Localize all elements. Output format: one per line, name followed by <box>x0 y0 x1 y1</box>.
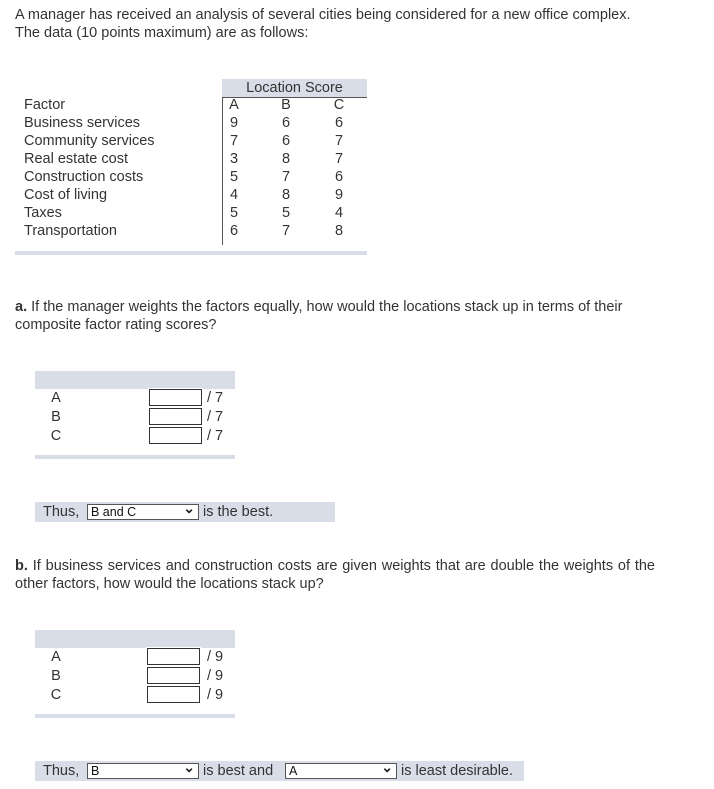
factor-column-header: Factor <box>24 97 66 113</box>
middle-text: is best and <box>203 763 274 779</box>
score-a: 4 <box>229 187 239 203</box>
factor-label: Real estate cost <box>24 151 128 167</box>
score-c: 7 <box>334 133 344 149</box>
score-input-b[interactable] <box>149 408 202 425</box>
score-b: 6 <box>281 115 291 131</box>
factor-label: Construction costs <box>24 169 144 185</box>
score-row-a <box>35 648 235 667</box>
score-c: 8 <box>334 223 344 239</box>
question-a <box>15 298 655 334</box>
best-location-value: B <box>91 764 100 778</box>
conclusion-suffix: is least desirable. <box>401 763 514 779</box>
table-row <box>15 151 367 169</box>
factor-label: Cost of living <box>24 187 108 203</box>
score-input-c[interactable] <box>147 686 200 703</box>
scores-header-bar <box>35 630 235 648</box>
part-a-scores <box>35 371 235 459</box>
score-a: 5 <box>229 169 239 185</box>
table-bottom-bar <box>15 251 367 255</box>
location-letter: A <box>51 649 61 665</box>
score-max: / 9 <box>207 687 224 703</box>
table-row <box>15 223 367 241</box>
best-location-value: B and C <box>91 505 137 519</box>
location-letter: B <box>51 409 61 425</box>
least-location-value: A <box>289 764 298 778</box>
score-c: 9 <box>334 187 344 203</box>
factor-label: Business services <box>24 115 141 131</box>
score-input-c[interactable] <box>149 427 202 444</box>
table-row <box>15 187 367 205</box>
chevron-down-icon: ⌄ <box>381 759 393 775</box>
location-score-header: Location Score <box>246 80 343 96</box>
score-input-b[interactable] <box>147 667 200 684</box>
location-letter: C <box>50 687 62 703</box>
scores-header-bar <box>35 371 235 389</box>
score-c: 6 <box>334 115 344 131</box>
score-row-b <box>35 408 235 427</box>
score-b: 8 <box>281 151 291 167</box>
best-location-select[interactable] <box>87 500 199 520</box>
question-b-label: b. <box>15 558 28 574</box>
location-header-c: C <box>333 97 345 113</box>
least-location-select[interactable] <box>285 759 397 779</box>
location-letter: A <box>51 390 61 406</box>
score-row-c <box>35 427 235 446</box>
part-b-scores <box>35 630 235 718</box>
thus-label: Thus, <box>43 504 80 520</box>
score-a: 9 <box>229 115 239 131</box>
score-max: / 7 <box>207 409 224 425</box>
scores-footer-bar <box>35 714 235 718</box>
part-b-conclusion <box>35 761 524 781</box>
location-letter: C <box>50 428 62 444</box>
location-header-b: B <box>281 97 291 113</box>
best-location-select[interactable] <box>87 759 199 779</box>
score-c: 4 <box>334 205 344 221</box>
chevron-down-icon: ⌄ <box>183 759 195 775</box>
location-header-a: A <box>229 97 239 113</box>
score-c: 7 <box>334 151 344 167</box>
score-a: 3 <box>229 151 239 167</box>
score-b: 8 <box>281 187 291 203</box>
score-max: / 9 <box>207 668 224 684</box>
factor-label: Transportation <box>24 223 117 239</box>
question-a-text: If the manager weights the factors equally, how would the locations stack up in terms of their composite factor rating scores? <box>15 299 623 333</box>
part-a-conclusion <box>35 502 335 522</box>
factor-label: Community services <box>24 133 155 149</box>
factor-label: Taxes <box>24 205 62 221</box>
score-b: 7 <box>281 169 291 185</box>
location-letter: B <box>51 668 61 684</box>
score-b: 7 <box>281 223 291 239</box>
question-a-label: a. <box>15 299 28 315</box>
table-row <box>15 115 367 133</box>
score-row-a <box>35 389 235 408</box>
score-b: 5 <box>281 205 291 221</box>
score-a: 7 <box>229 133 239 149</box>
question-b <box>15 557 655 593</box>
score-max: / 7 <box>207 428 224 444</box>
factor-table <box>15 79 367 255</box>
score-c: 6 <box>334 169 344 185</box>
question-b-text: If business services and construction costs are given weights that are double the weights of the other factors, how would the locations stack up? <box>15 558 655 592</box>
conclusion-suffix: is the best. <box>203 504 274 520</box>
chevron-down-icon: ⌄ <box>183 500 195 516</box>
score-a: 5 <box>229 205 239 221</box>
score-max: / 7 <box>207 390 224 406</box>
table-row <box>15 205 367 223</box>
thus-label: Thus, <box>43 763 80 779</box>
score-row-b <box>35 667 235 686</box>
intro-text: A manager has received an analysis of several cities being considered for a new office complex. The data (10 points maximum) are as follows: <box>15 7 631 41</box>
score-input-a[interactable] <box>147 648 200 665</box>
score-max: / 9 <box>207 649 224 665</box>
table-row <box>15 133 367 151</box>
score-a: 6 <box>229 223 239 239</box>
scores-footer-bar <box>35 455 235 459</box>
score-row-c <box>35 686 235 705</box>
score-input-a[interactable] <box>149 389 202 406</box>
table-row <box>15 169 367 187</box>
score-b: 6 <box>281 133 291 149</box>
